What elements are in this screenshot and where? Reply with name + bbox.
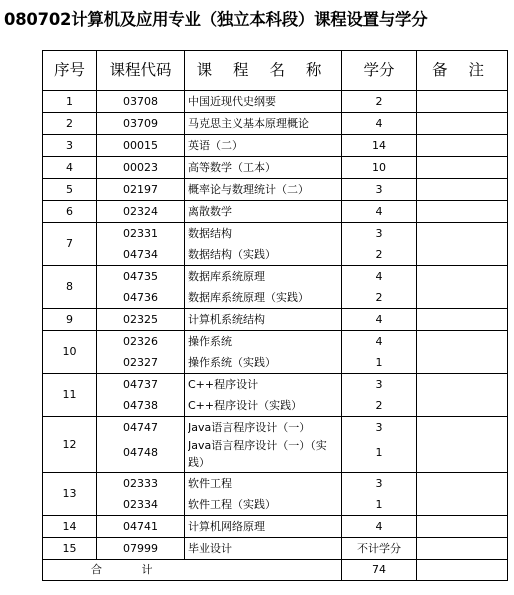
course-name: 英语（二）	[188, 139, 243, 152]
course-name: 数据结构（实践）	[188, 248, 276, 261]
row-number: 15	[43, 538, 97, 560]
course-name-cell	[185, 223, 342, 266]
course-name: 数据库系统原理（实践）	[188, 291, 309, 304]
course-credit: 不计学分	[357, 542, 401, 555]
course-code: 04737	[123, 378, 158, 391]
table-row	[43, 179, 508, 201]
course-name: 高等数学（工本）	[188, 161, 276, 174]
note-cell	[417, 201, 508, 223]
course-credit: 4	[375, 313, 383, 326]
course-code-cell	[97, 223, 185, 266]
row-number: 13	[43, 473, 97, 516]
table-row	[43, 331, 508, 374]
course-code-cell	[97, 135, 185, 157]
course-credit-cell	[342, 113, 417, 135]
course-credit: 4	[375, 335, 383, 348]
note-cell	[417, 417, 508, 473]
course-code-cell	[97, 538, 185, 560]
row-number: 4	[43, 157, 97, 179]
course-name: 操作系统（实践）	[188, 356, 276, 369]
course-name: 数据库系统原理	[188, 270, 265, 283]
table-row	[43, 266, 508, 309]
course-code: 02327	[123, 356, 158, 369]
course-name: Java语言程序设计（一）（实践）	[188, 439, 327, 469]
course-code: 04748	[123, 446, 158, 459]
course-name: C++程序设计（实践）	[188, 399, 303, 412]
course-credit: 4	[375, 520, 383, 533]
course-credit: 3	[375, 421, 383, 434]
course-name-cell	[185, 374, 342, 417]
row-number: 2	[43, 113, 97, 135]
course-credit: 4	[375, 205, 383, 218]
course-credit-cell	[342, 417, 417, 473]
note-cell	[417, 473, 508, 516]
note-cell	[417, 157, 508, 179]
course-name: Java语言程序设计（一）	[188, 421, 311, 434]
course-credit: 1	[375, 446, 383, 459]
course-name-cell	[185, 473, 342, 516]
course-code-cell	[97, 417, 185, 473]
table-row	[43, 538, 508, 560]
course-code: 02331	[123, 227, 158, 240]
page-title: 080702计算机及应用专业（独立本科段）课程设置与学分	[4, 10, 428, 29]
row-number: 6	[43, 201, 97, 223]
course-name-cell	[185, 201, 342, 223]
course-credit-cell	[342, 135, 417, 157]
course-credit-cell	[342, 374, 417, 417]
course-code: 07999	[123, 542, 158, 555]
note-cell	[417, 374, 508, 417]
course-name-cell	[185, 538, 342, 560]
course-credit-cell	[342, 516, 417, 538]
course-credit: 1	[375, 356, 383, 369]
course-code: 04734	[123, 248, 158, 261]
course-name: 软件工程（实践）	[188, 498, 276, 511]
course-credit: 2	[375, 95, 383, 108]
note-cell	[417, 135, 508, 157]
row-number: 1	[43, 91, 97, 113]
row-number: 7	[43, 223, 97, 266]
header-code: 课程代码	[97, 51, 185, 91]
course-name: 马克思主义基本原理概论	[188, 117, 309, 130]
course-name: 软件工程	[188, 477, 232, 490]
course-code: 00015	[123, 139, 158, 152]
course-code: 02326	[123, 335, 158, 348]
course-credit-cell	[342, 473, 417, 516]
table-row	[43, 91, 508, 113]
course-code: 00023	[123, 161, 158, 174]
course-credit-cell	[342, 331, 417, 374]
course-table	[42, 50, 508, 581]
total-row	[43, 560, 508, 581]
header-credit: 学分	[342, 51, 417, 91]
table-row	[43, 113, 508, 135]
course-code: 02197	[123, 183, 158, 196]
table-header-row	[43, 51, 508, 91]
course-code: 03708	[123, 95, 158, 108]
course-code-cell	[97, 113, 185, 135]
course-code: 02325	[123, 313, 158, 326]
course-name-cell	[185, 309, 342, 331]
row-number: 3	[43, 135, 97, 157]
note-cell	[417, 538, 508, 560]
course-credit: 3	[375, 378, 383, 391]
note-cell	[417, 309, 508, 331]
course-name-cell	[185, 516, 342, 538]
course-credit-cell	[342, 223, 417, 266]
course-code-cell	[97, 179, 185, 201]
table-row	[43, 417, 508, 473]
table-row	[43, 201, 508, 223]
header-num: 序号	[43, 51, 97, 91]
row-number: 11	[43, 374, 97, 417]
course-credit: 4	[375, 117, 383, 130]
course-credit: 2	[375, 291, 383, 304]
course-name: 毕业设计	[188, 542, 232, 555]
table-row	[43, 516, 508, 538]
course-credit: 3	[375, 183, 383, 196]
course-credit: 10	[372, 161, 386, 174]
row-number: 8	[43, 266, 97, 309]
course-credit: 1	[375, 498, 383, 511]
course-name: 概率论与数理统计（二）	[188, 183, 309, 196]
course-credit: 14	[372, 139, 386, 152]
table-row	[43, 309, 508, 331]
note-cell	[417, 266, 508, 309]
course-name: 计算机网络原理	[188, 520, 265, 533]
course-name: 计算机系统结构	[188, 313, 265, 326]
course-credit-cell	[342, 201, 417, 223]
course-credit-cell	[342, 309, 417, 331]
course-name: C++程序设计	[188, 378, 259, 391]
course-name-cell	[185, 157, 342, 179]
course-code-cell	[97, 91, 185, 113]
course-name-cell	[185, 179, 342, 201]
table-row	[43, 223, 508, 266]
row-number: 5	[43, 179, 97, 201]
course-name-cell	[185, 331, 342, 374]
note-cell	[417, 113, 508, 135]
course-code: 04735	[123, 270, 158, 283]
table-row	[43, 135, 508, 157]
course-code-cell	[97, 374, 185, 417]
course-name-cell	[185, 113, 342, 135]
course-credit-cell	[342, 157, 417, 179]
note-cell	[417, 331, 508, 374]
course-code: 03709	[123, 117, 158, 130]
total-note	[417, 560, 508, 581]
row-number: 14	[43, 516, 97, 538]
course-code: 04747	[123, 421, 158, 434]
note-cell	[417, 91, 508, 113]
course-credit: 2	[375, 248, 383, 261]
note-cell	[417, 516, 508, 538]
row-number: 10	[43, 331, 97, 374]
course-code-cell	[97, 331, 185, 374]
course-code-cell	[97, 201, 185, 223]
table-row	[43, 374, 508, 417]
course-code: 04738	[123, 399, 158, 412]
course-name: 操作系统	[188, 335, 232, 348]
total-label: 合 计	[43, 560, 342, 581]
course-name: 中国近现代史纲要	[188, 95, 276, 108]
course-code: 02333	[123, 477, 158, 490]
course-code-cell	[97, 516, 185, 538]
course-code: 02334	[123, 498, 158, 511]
course-name: 数据结构	[188, 227, 232, 240]
course-credit: 4	[375, 270, 383, 283]
course-name-cell	[185, 417, 342, 473]
course-code-cell	[97, 157, 185, 179]
note-cell	[417, 179, 508, 201]
course-code: 04736	[123, 291, 158, 304]
course-credit: 3	[375, 477, 383, 490]
course-name: 离散数学	[188, 205, 232, 218]
course-credit-cell	[342, 91, 417, 113]
course-name-cell	[185, 266, 342, 309]
note-cell	[417, 223, 508, 266]
header-name: 课 程 名 称	[185, 51, 342, 91]
course-code-cell	[97, 473, 185, 516]
table-row	[43, 473, 508, 516]
row-number: 9	[43, 309, 97, 331]
course-code: 04741	[123, 520, 158, 533]
course-credit-cell	[342, 538, 417, 560]
course-credit: 2	[375, 399, 383, 412]
course-name-cell	[185, 91, 342, 113]
course-code-cell	[97, 266, 185, 309]
course-name-cell	[185, 135, 342, 157]
course-code: 02324	[123, 205, 158, 218]
course-code-cell	[97, 309, 185, 331]
header-note: 备 注	[417, 51, 508, 91]
course-credit-cell	[342, 179, 417, 201]
course-credit-cell	[342, 266, 417, 309]
course-credit: 3	[375, 227, 383, 240]
table-row	[43, 157, 508, 179]
row-number: 12	[43, 417, 97, 473]
total-credit: 74	[342, 560, 417, 581]
